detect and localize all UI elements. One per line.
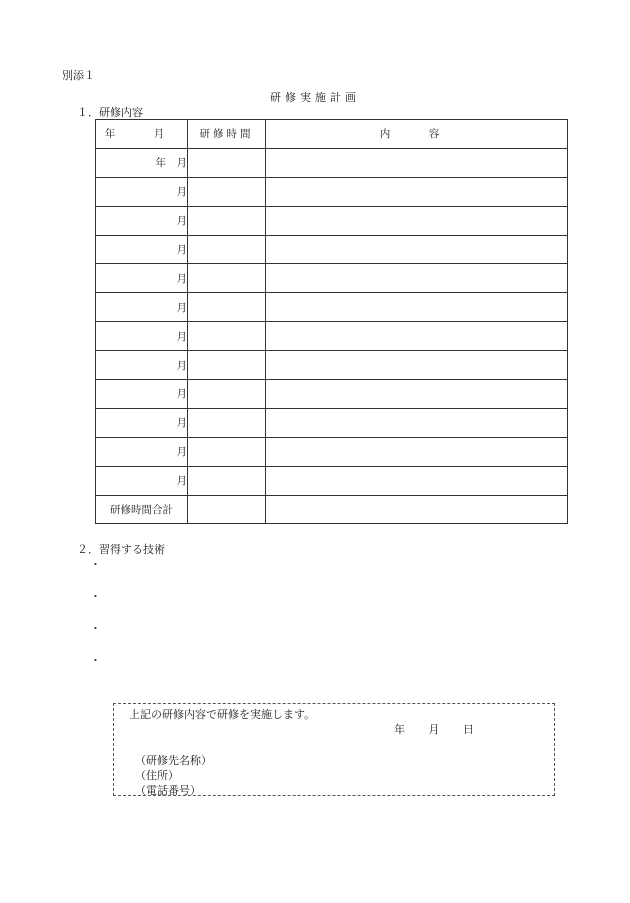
hours-cell[interactable] bbox=[188, 206, 266, 235]
month-cell: 月 bbox=[96, 206, 188, 235]
table-header-row bbox=[96, 120, 568, 149]
training-plan-table bbox=[95, 119, 568, 524]
hours-cell[interactable] bbox=[188, 322, 266, 351]
content-cell[interactable] bbox=[266, 148, 568, 177]
skill-bullet: ・ bbox=[90, 558, 101, 571]
month-cell: 月 bbox=[96, 264, 188, 293]
content-cell[interactable] bbox=[266, 466, 568, 495]
content-cell[interactable] bbox=[266, 437, 568, 466]
phone-number-label: （電話番号） bbox=[135, 784, 201, 797]
content-cell[interactable] bbox=[266, 177, 568, 206]
table-row bbox=[96, 235, 568, 264]
hours-cell[interactable] bbox=[188, 293, 266, 322]
hours-cell[interactable] bbox=[188, 264, 266, 293]
month-cell: 年 月 bbox=[96, 148, 188, 177]
content-cell[interactable] bbox=[266, 235, 568, 264]
content-cell[interactable] bbox=[266, 380, 568, 409]
month-cell: 月 bbox=[96, 293, 188, 322]
content-cell[interactable] bbox=[266, 322, 568, 351]
table-row bbox=[96, 148, 568, 177]
attachment-label: 別添１ bbox=[62, 69, 95, 82]
skill-bullet: ・ bbox=[90, 654, 101, 667]
table-row bbox=[96, 437, 568, 466]
table-row bbox=[96, 206, 568, 235]
declaration-date: 年 月 日 bbox=[394, 723, 474, 736]
table-row bbox=[96, 380, 568, 409]
skill-bullet: ・ bbox=[90, 590, 101, 603]
total-hours-cell[interactable] bbox=[188, 495, 266, 524]
column-header-content: 内 容 bbox=[266, 120, 568, 149]
table-row bbox=[96, 466, 568, 495]
month-cell: 月 bbox=[96, 437, 188, 466]
column-header-training-hours: 研修時間 bbox=[188, 120, 266, 149]
month-cell: 月 bbox=[96, 322, 188, 351]
total-hours-label: 研修時間合計 bbox=[96, 495, 188, 524]
table-row bbox=[96, 293, 568, 322]
month-cell: 月 bbox=[96, 235, 188, 264]
table-row bbox=[96, 322, 568, 351]
total-content-cell[interactable] bbox=[266, 495, 568, 524]
content-cell[interactable] bbox=[266, 206, 568, 235]
content-cell[interactable] bbox=[266, 293, 568, 322]
month-cell: 月 bbox=[96, 408, 188, 437]
table-row bbox=[96, 351, 568, 380]
training-provider-name-label: （研修先名称） bbox=[135, 754, 212, 767]
skill-bullet: ・ bbox=[90, 622, 101, 635]
hours-cell[interactable] bbox=[188, 148, 266, 177]
document-title: 研修実施計画 bbox=[270, 91, 360, 104]
section1-heading: １．研修内容 bbox=[77, 106, 143, 119]
month-cell: 月 bbox=[96, 466, 188, 495]
hours-cell[interactable] bbox=[188, 380, 266, 409]
table-row bbox=[96, 264, 568, 293]
content-cell[interactable] bbox=[266, 264, 568, 293]
content-cell[interactable] bbox=[266, 408, 568, 437]
table-row bbox=[96, 408, 568, 437]
hours-cell[interactable] bbox=[188, 408, 266, 437]
table-row bbox=[96, 177, 568, 206]
column-header-year-month: 年 月 bbox=[96, 120, 188, 149]
hours-cell[interactable] bbox=[188, 177, 266, 206]
hours-cell[interactable] bbox=[188, 466, 266, 495]
total-row bbox=[96, 495, 568, 524]
content-cell[interactable] bbox=[266, 351, 568, 380]
declaration-statement: 上記の研修内容で研修を実施します。 bbox=[129, 708, 316, 721]
hours-cell[interactable] bbox=[188, 351, 266, 380]
address-label: （住所） bbox=[135, 769, 179, 782]
month-cell: 月 bbox=[96, 177, 188, 206]
section2-heading: ２．習得する技術 bbox=[77, 543, 165, 556]
hours-cell[interactable] bbox=[188, 437, 266, 466]
hours-cell[interactable] bbox=[188, 235, 266, 264]
month-cell: 月 bbox=[96, 380, 188, 409]
month-cell: 月 bbox=[96, 351, 188, 380]
